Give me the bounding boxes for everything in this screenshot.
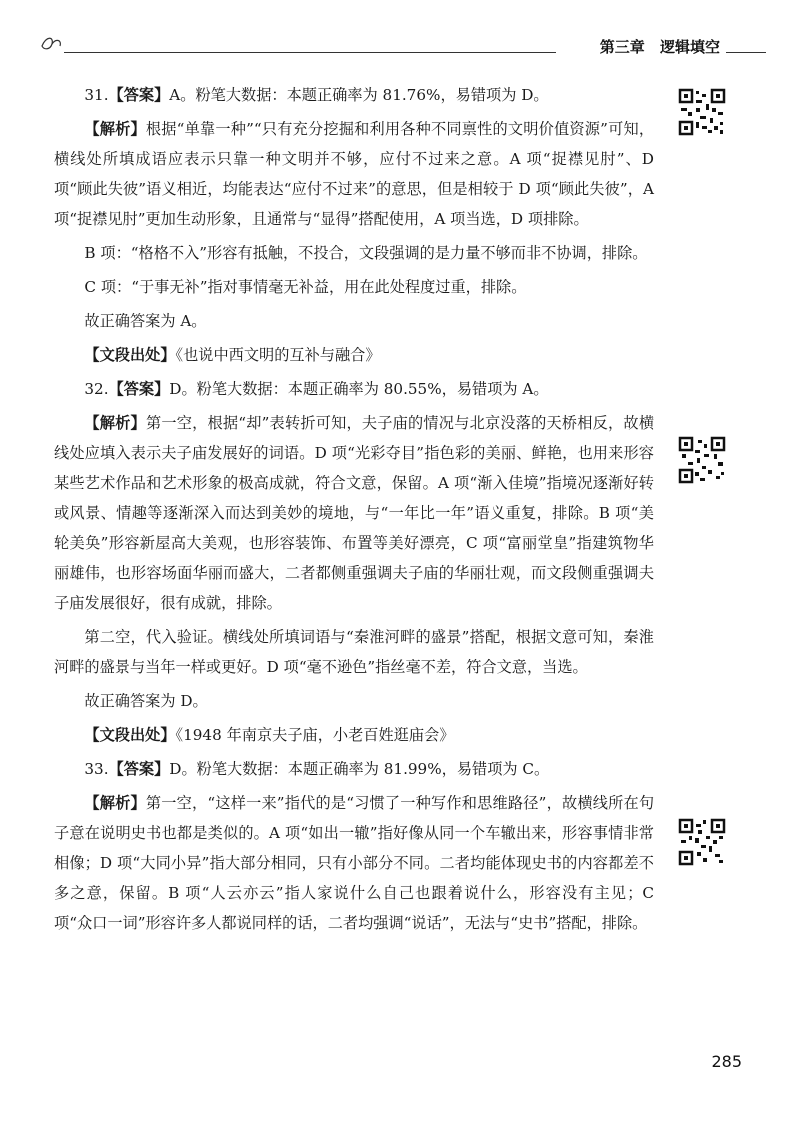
q31-conclusion: 故正确答案为 A。	[84, 312, 207, 330]
header-rule-left	[64, 52, 556, 53]
question-number: 31.	[84, 86, 109, 104]
page-number: 285	[711, 1052, 742, 1071]
section-label: 逻辑填空	[659, 38, 720, 56]
header-title	[590, 36, 720, 57]
source-tag: 【文段出处】	[84, 726, 176, 744]
qr-code-icon[interactable]	[678, 436, 726, 484]
q32-source	[54, 720, 654, 750]
question-number: 32.	[84, 380, 109, 398]
analysis-text: 第一空，“这样一来”指代的是“习惯了一种写作和思维路径”，故横线所在句子意在说明史书也都是类似的。A 项“如出一辙”指好像从同一个车辙出来，形容事情非常相像；D 项“大同小异”指大部分相同，只有小部分不同。二者均能体现史书的内容都差不多之意，保留。B 项“人云亦云”指人家说什么自己也跟着说什么，形容没有主见；C 项“众口一词”形容许多人都说同样的话，二者均强调“说话”，无法与“史书”搭配，排除。	[54, 794, 655, 932]
analysis-text: 第一空，根据“却”表转折可知，夫子庙的情况与北京没落的天桥相反，故横线处应填入表示夫子庙发展好的词语。D 项“光彩夺目”指色彩的美丽、鲜艳，也用来形容某些艺术作品和艺术形象的极高成就，符合文意，保留。A 项“渐入佳境”指境况逐渐好转或风景、情趣等逐渐深入而达到美妙的境地，与“一年比一年”语义重复，排除。B 项“美轮美奂”形容新屋高大美观，也形容装饰、布置等美好漂亮，C 项“富丽堂皇”指建筑物华丽雄伟，也形容场面华丽而盛大，二者都侧重强调夫子庙的华丽壮观，而文段侧重强调夫子庙发展很好，很有成就，排除。	[54, 414, 655, 612]
q31-source	[54, 340, 654, 370]
analysis-text: 根据“单靠一种”“只有充分挖掘和利用各种不同禀性的文明价值资源”可知，横线处所填成语应表示只靠一种文明并不够，应付不过来之意。A 项“捉襟见肘”、D 项“顾此失彼”语义相近，均能表达“应付不过来”的意思，但是相较于 D 项“顾此失彼”，A 项“捉襟见肘”更加生动形象，且通常与“显得”搭配使用，A 项当选，D 项排除。	[54, 120, 655, 228]
answer-tag: 【答案】	[108, 760, 170, 778]
answer-text: A。粉笔大数据：本题正确率为 81.76%，易错项为 D。	[169, 86, 549, 104]
source-text: 《1948 年南京夫子庙，小老百姓逛庙会》	[175, 726, 455, 744]
page-header	[40, 34, 766, 60]
qr-code-icon[interactable]	[678, 818, 726, 866]
q31-b-option: B 项：“格格不入”形容有抵触，不投合，文段强调的是力量不够而非不协调，排除。	[84, 244, 648, 262]
answer-analysis-content	[54, 80, 654, 942]
header-rule-right	[726, 52, 766, 53]
q31-answer-line	[54, 80, 654, 110]
qr-code-icon[interactable]	[678, 88, 726, 136]
q32-conclusion: 故正确答案为 D。	[84, 692, 208, 710]
analysis-tag: 【解析】	[84, 414, 146, 432]
q32-answer-line	[54, 374, 654, 404]
q32-analysis	[54, 408, 654, 618]
q32-second-blank: 第二空，代入验证。横线处所填词语与“秦淮河畔的盛景”搭配，根据文意可知，秦淮河畔的盛景与当年一样或更好。D 项“毫不逊色”指丝毫不差，符合文意，当选。	[54, 628, 654, 676]
chapter-label: 第三章	[599, 38, 645, 56]
answer-text: D。粉笔大数据：本题正确率为 81.99%，易错项为 C。	[169, 760, 550, 778]
q31-analysis	[54, 114, 654, 234]
analysis-tag: 【解析】	[84, 794, 146, 812]
leaf-icon	[40, 34, 64, 54]
source-tag: 【文段出处】	[84, 346, 176, 364]
source-text: 《也说中西文明的互补与融合》	[175, 346, 381, 364]
answer-text: D。粉笔大数据：本题正确率为 80.55%，易错项为 A。	[169, 380, 549, 398]
q33-answer-line	[54, 754, 654, 784]
q31-c-option: C 项：“于事无补”指对事情毫无补益，用在此处程度过重，排除。	[84, 278, 527, 296]
question-number: 33.	[84, 760, 109, 778]
answer-tag: 【答案】	[108, 380, 170, 398]
q33-analysis	[54, 788, 654, 938]
analysis-tag: 【解析】	[84, 120, 146, 138]
answer-tag: 【答案】	[108, 86, 170, 104]
